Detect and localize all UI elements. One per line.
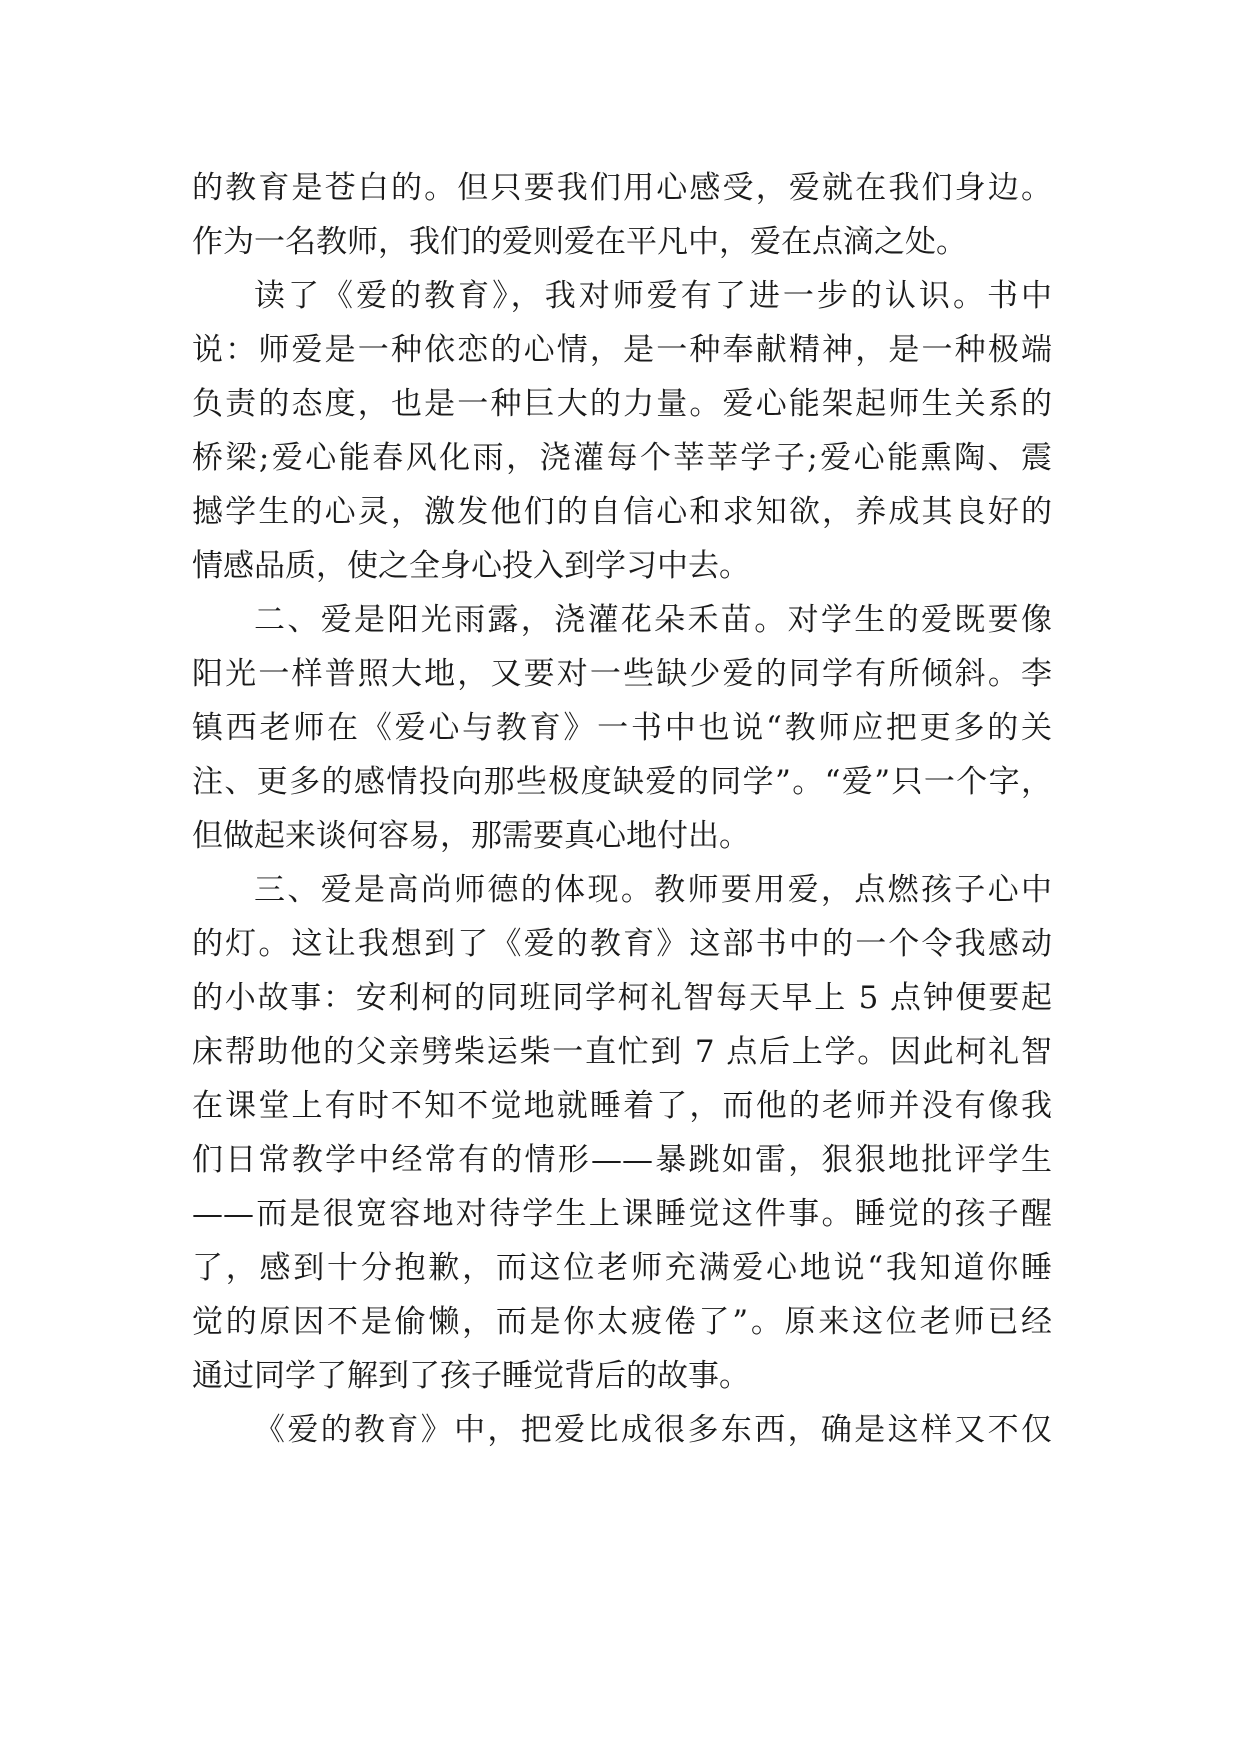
paragraph-first-line: 三、爱是高尚师德的体现。教师要用爱，点燃孩子心中 <box>254 872 1052 908</box>
text-line: 但做起来谈何容易，那需要真心地付出。 <box>192 818 750 854</box>
text-line: 注、更多的感情投向那些极度缺爱的同学”。“爱”只一个字， <box>192 764 1052 800</box>
text-line: 负责的态度，也是一种巨大的力量。爱心能架起师生关系的 <box>192 386 1052 422</box>
paragraph-first-line: 读了《爱的教育》，我对师爱有了进一步的认识。书中 <box>254 278 1052 314</box>
text-line: 了，感到十分抱歉，而这位老师充满爱心地说“我知道你睡 <box>192 1250 1052 1286</box>
text-line: 通过同学了解到了孩子睡觉背后的故事。 <box>192 1358 750 1394</box>
text-line: 们日常教学中经常有的情形——暴跳如雷，狠狠地批评学生 <box>192 1142 1052 1178</box>
paragraph-first-line: 二、爱是阳光雨露，浇灌花朵禾苗。对学生的爱既要像 <box>254 602 1052 638</box>
text-line: 的小故事：安利柯的同班同学柯礼智每天早上 5 点钟便要起 <box>192 980 1052 1016</box>
text-line: 桥梁;爱心能春风化雨，浇灌每个莘莘学子;爱心能熏陶、震 <box>192 440 1052 476</box>
text-line: 情感品质，使之全身心投入到学习中去。 <box>192 548 750 584</box>
text-line: 床帮助他的父亲劈柴运柴一直忙到 7 点后上学。因此柯礼智 <box>192 1034 1052 1070</box>
text-line: 的灯。这让我想到了《爱的教育》这部书中的一个令我感动 <box>192 926 1052 962</box>
paragraph-first-line: 《爱的教育》中，把爱比成很多东西，确是这样又不仅 <box>254 1412 1052 1448</box>
text-line: 的教育是苍白的。但只要我们用心感受，爱就在我们身边。 <box>192 170 1052 206</box>
text-line: 撼学生的心灵，激发他们的自信心和求知欲，养成其良好的 <box>192 494 1052 530</box>
text-line: 作为一名教师，我们的爱则爱在平凡中，爱在点滴之处。 <box>192 224 967 260</box>
text-line: 说：师爱是一种依恋的心情，是一种奉献精神，是一种极端 <box>192 332 1052 368</box>
text-line: 在课堂上有时不知不觉地就睡着了，而他的老师并没有像我 <box>192 1088 1052 1124</box>
text-line: ——而是很宽容地对待学生上课睡觉这件事。睡觉的孩子醒 <box>192 1196 1052 1232</box>
text-line: 觉的原因不是偷懒，而是你太疲倦了”。原来这位老师已经 <box>192 1304 1052 1340</box>
text-line: 镇西老师在《爱心与教育》一书中也说“教师应把更多的关 <box>192 710 1052 746</box>
text-line: 阳光一样普照大地，又要对一些缺少爱的同学有所倾斜。李 <box>192 656 1052 692</box>
